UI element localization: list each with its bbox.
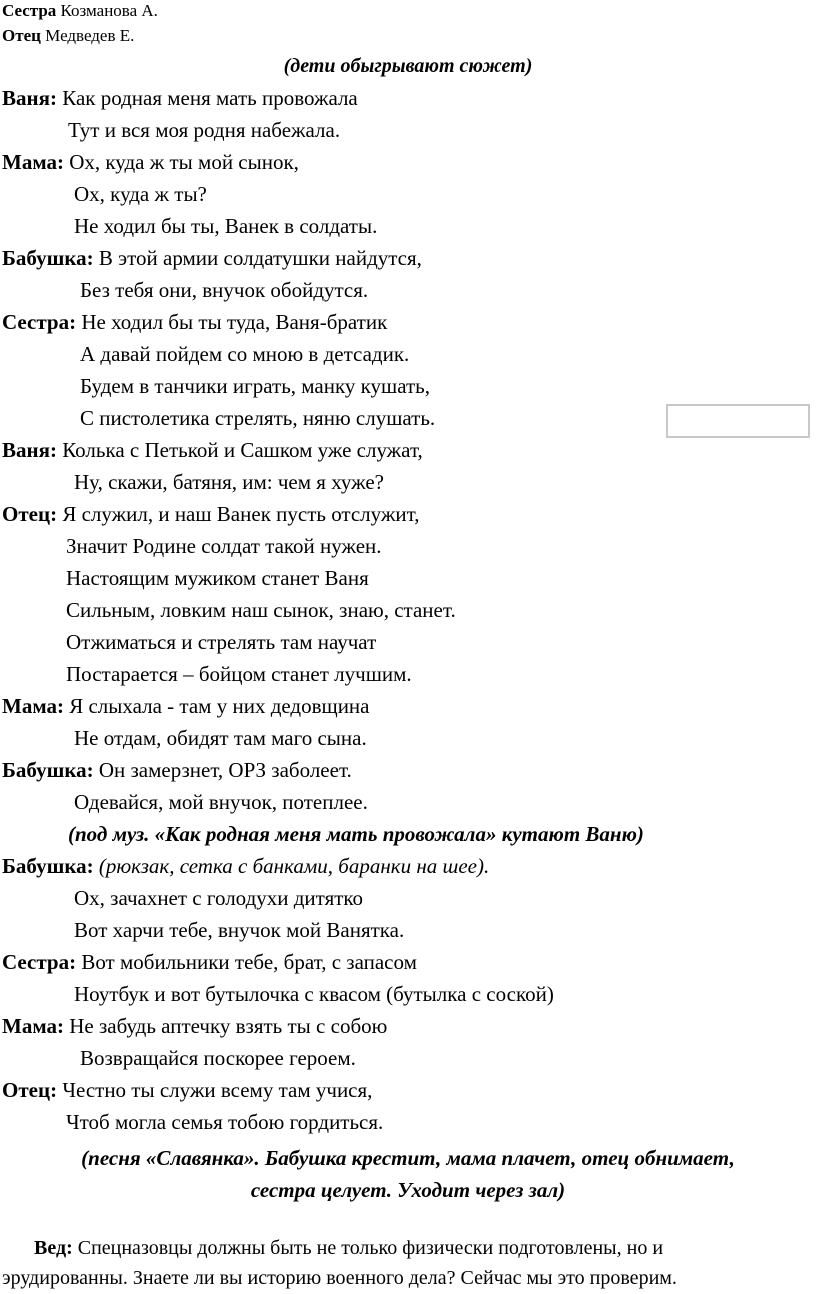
verse-text: В этой армии солдатушки найдутся, [93, 246, 422, 270]
verse-text: Колька с Петькой и Сашком уже служат, [56, 438, 423, 462]
verse-line: А давай пойдем со мною в детсадик. [80, 342, 410, 366]
verse-line: Отжиматься и стрелять там научат [66, 630, 377, 654]
speaker-label: Бабушка: [2, 854, 94, 878]
verse-text: Не забудь аптечку взять ты с собою [63, 1014, 388, 1038]
speaker-label: Мама: [2, 150, 64, 174]
cast-name: Козманова А. [60, 1, 158, 20]
verse-line: С пистолетика стрелять, няню слушать. [80, 406, 436, 430]
verse-line: Чтоб могла семья тобою гордиться. [66, 1110, 384, 1134]
verse-text: Он замерзнет, ОРЗ заболеет. [93, 758, 352, 782]
verse-line [2, 694, 370, 718]
verse-line [2, 502, 419, 526]
verse-line: Тут и вся моя родня набежала. [68, 118, 341, 142]
speaker-label: Бабушка: [2, 758, 94, 782]
empty-text-box [666, 404, 810, 438]
cast-line-sister [2, 1, 158, 21]
speaker-label: Сестра: [2, 310, 77, 334]
verse-line [2, 950, 417, 974]
verse-line [2, 86, 358, 110]
verse-line: Не отдам, обидят там маго сына. [74, 726, 367, 750]
cast-role: Сестра [2, 1, 57, 20]
cast-role: Отец [2, 26, 41, 45]
speaker-label: Отец: [2, 1078, 58, 1102]
verse-line: Настоящим мужиком станет Ваня [66, 566, 369, 590]
verse-line: Без тебя они, внучок обойдутся. [80, 278, 369, 302]
verse-line: Ох, куда ж ты? [74, 182, 207, 206]
verse-line: Ох, зачахнет с голодухи дитятко [74, 886, 364, 910]
cast-name: Медведев Е. [45, 26, 135, 45]
verse-text: Вот мобильники тебе, брат, с запасом [76, 950, 417, 974]
speaker-label: Вед: [34, 1237, 73, 1259]
verse-text: Как родная меня мать провожала [56, 86, 358, 110]
verse-line [2, 150, 299, 174]
verse-text: Я служил, и наш Ванек пусть отслужит, [57, 502, 420, 526]
verse-line: Вот харчи тебе, внучок мой Ванятка. [74, 918, 405, 942]
verse-line: Постарается – бойцом станет лучшим. [66, 662, 412, 686]
verse-line: Сильным, ловким наш сынок, знаю, станет. [66, 598, 456, 622]
stage-direction-4: сестра целует. Уходит через зал) [250, 1178, 566, 1202]
speaker-label: Сестра: [2, 950, 77, 974]
speaker-label: Ваня: [2, 438, 57, 462]
speaker-label: Бабушка: [2, 246, 94, 270]
verse-text: Я слыхала - там у них дедовщина [63, 694, 370, 718]
verse-text: Не ходил бы ты туда, Ваня-братик [76, 310, 388, 334]
narrator-line-1 [34, 1236, 663, 1260]
verse-line [2, 1014, 387, 1038]
verse-line: Ноутбук и вот бутылочка с квасом (бутылка с соской) [74, 982, 554, 1006]
speaker-label: Мама: [2, 1014, 64, 1038]
verse-line: Значит Родине солдат такой нужен. [66, 534, 382, 558]
verse-line [2, 246, 422, 270]
verse-line [2, 854, 489, 878]
narrator-text: Спецназовцы должны быть не только физически подготовлены, но и [72, 1237, 664, 1259]
verse-line: Возвращайся поскорее героем. [80, 1046, 356, 1070]
verse-text: Ох, куда ж ты мой сынок, [63, 150, 299, 174]
narrator-line-2: эрудированны. Знаете ли вы историю военного дела? Сейчас мы это проверим. [2, 1267, 677, 1289]
speaker-label: Мама: [2, 694, 64, 718]
verse-line [2, 310, 387, 334]
speaker-label: Ваня: [2, 86, 57, 110]
stage-direction-2: (под муз. «Как родная меня мать провожала» кутают Ваню) [68, 822, 644, 846]
verse-line [2, 438, 423, 462]
cast-line-father [2, 26, 134, 46]
speaker-label: Отец: [2, 502, 58, 526]
verse-line: Будем в танчики играть, манку кушать, [80, 374, 431, 398]
verse-line [2, 1078, 372, 1102]
stage-direction-1: (дети обыгрывают сюжет) [283, 55, 533, 77]
verse-line: Одевайся, мой внучок, потеплее. [74, 790, 368, 814]
stage-note: (рюкзак, сетка с банками, баранки на шее). [98, 854, 490, 878]
verse-text: Честно ты служи всему там учися, [57, 1078, 373, 1102]
verse-line: Не ходил бы ты, Ванек в солдаты. [74, 214, 378, 238]
verse-line: Ну, скажи, батяня, им: чем я хуже? [74, 470, 384, 494]
stage-direction-3: (песня «Славянка». Бабушка крестит, мама плачет, отец обнимает, [81, 1146, 735, 1170]
verse-line [2, 758, 352, 782]
